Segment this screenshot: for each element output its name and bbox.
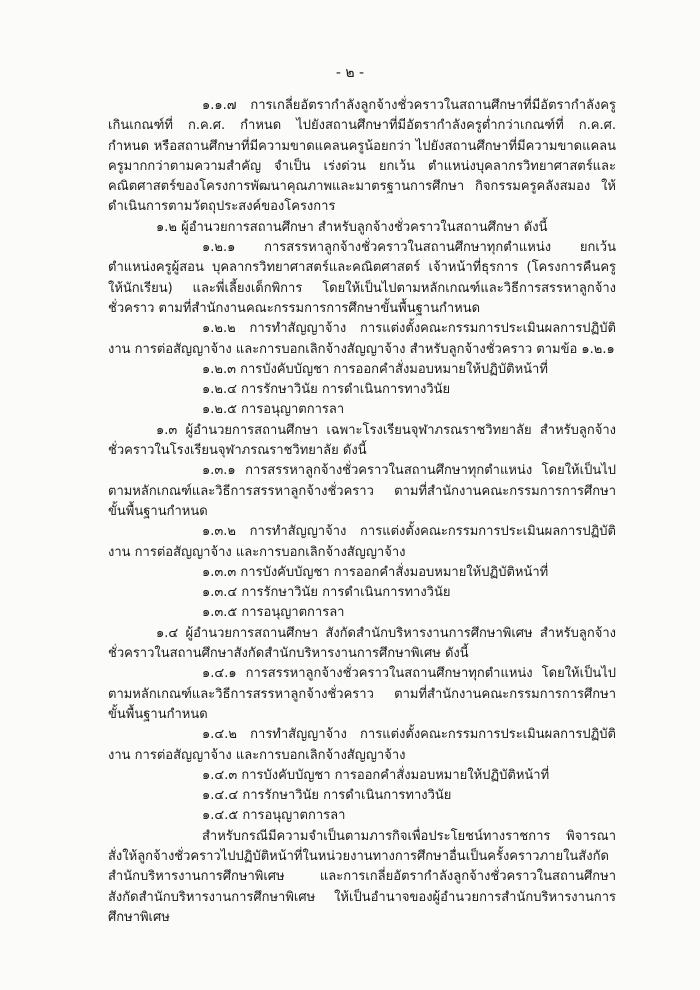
paragraph-p7: ๑.๒.๕ การอนุญาตการลา (202, 402, 345, 418)
paragraph-p8: ๑.๓ ผู้อำนวยการสถานศึกษา เฉพาะโรงเรียนจุฬาภรณราชวิทยาลัย สำหรับลูกจ้างชั่วคราวในโรงเรียนจุฬาภรณราชวิทยาลัย ดังนี้ (108, 422, 616, 459)
paragraph-p16: ๑.๔.๒ การทำสัญญาจ้าง การแต่งตั้งคณะกรรมการประเมินผลการปฏิบัติงาน การต่อสัญญาจ้าง และการบอกเลิกจ้างสัญญาจ้าง (108, 727, 616, 763)
paragraph-p5: ๑.๒.๓ การบังคับบัญชา การออกคำสั่งมอบหมายให้ปฏิบัติหน้าที่ (202, 361, 548, 377)
paragraph-p4: ๑.๒.๒ การทำสัญญาจ้าง การแต่งตั้งคณะกรรมการประเมินผลการปฏิบัติงาน การต่อสัญญาจ้าง และการบอกเลิกจ้างสัญญาจ้าง สำหรับลูกจ้างชั่วคราว ตามข้อ ๑.๒.๑ (108, 321, 616, 357)
paragraph-p13: ๑.๓.๕ การอนุญาตการลา (202, 605, 345, 621)
paragraph-p14: ๑.๔ ผู้อำนวยการสถานศึกษา สังกัดสำนักบริหารงานการศึกษาพิเศษ สำหรับลูกจ้างชั่วคราวในสถานศึกษาสังกัดสำนักบริหารงานการศึกษาพิเศษ ดังนี้ (108, 625, 616, 662)
document-body (108, 96, 616, 928)
paragraph-p10: ๑.๓.๒ การทำสัญญาจ้าง การแต่งตั้งคณะกรรมการประเมินผลการปฏิบัติงาน การต่อสัญญาจ้าง และการบอกเลิกจ้างสัญญาจ้าง (108, 524, 616, 560)
paragraph-p20: สำหรับกรณีมีความจำเป็นตามภารกิจเพื่อประโยชน์ทางราชการ พิจารณาสั่งให้ลูกจ้างชั่วคราวไปปฏิบัติหน้าที่ในหน่วยงานทางการศึกษาอื่นเป็นครั้งคราวภายในสังกัดสำนักบริหารงานการศึกษาพิเศษ และการเกลี่ยอัตรากำลังลูกจ้างชั่วคราวในสถานศึกษา สังกัดสำนักบริหารงานการศึกษาพิเศษ ให้เป็นอำนาจของผู้อำนวยการสำนักบริหารงานการศึกษาพิเศษ (108, 828, 616, 925)
paragraph-p12: ๑.๓.๔ การรักษาวินัย การดำเนินการทางวินัย (202, 585, 451, 601)
page-number: - ๒ - (335, 65, 365, 81)
paragraph-p19: ๑.๔.๕ การอนุญาตการลา (202, 808, 346, 824)
paragraph-p1: ๑.๑.๗ การเกลี่ยอัตรากำลังลูกจ้างชั่วคราวในสถานศึกษาที่มีอัตรากำลังครูเกินเกณฑ์ที่ ก.ค.ศ. กำหนด ไปยังสถานศึกษาที่มีอัตรากำลังครูต่ำกว่าเกณฑ์ที่ ก.ค.ศ. กำหนด หรือสถานศึกษาที่มีความขาดแคลนครูน้อยกว่า ไปยังสถานศึกษาที่มีความขาดแคลนครูมากกว่าตามความสำคัญ จำเป็น เร่งด่วน ยกเว้น ตำแหน่งบุคลากรวิทยาศาสตร์และคณิตศาสตร์ของโครงการพัฒนาคุณภาพและมาตรฐานการศึกษา กิจกรรมครูคลังสมอง ให้ดำเนินการตามวัตถุประสงค์ของโครงการ (108, 98, 616, 215)
paragraph-p17: ๑.๔.๓ การบังคับบัญชา การออกคำสั่งมอบหมายให้ปฏิบัติหน้าที่ (202, 767, 550, 783)
paragraph-p3: ๑.๒.๑ การสรรหาลูกจ้างชั่วคราวในสถานศึกษาทุกตำแหน่ง ยกเว้น ตำแหน่งครูผู้สอน บุคลากรวิทยาศาสตร์และคณิตศาสตร์ เจ้าหน้าที่ธุรการ (โครงการคืนครูให้นักเรียน) และพี่เลี้ยงเด็กพิการ โดยให้เป็นไปตามหลักเกณฑ์และวิธีการสรรหาลูกจ้างชั่วคราว ตามที่สำนักงานคณะกรรมการการศึกษาขั้นพื้นฐานกำหนด (108, 240, 616, 316)
paragraph-p18: ๑.๔.๔ การรักษาวินัย การดำเนินการทางวินัย (202, 788, 452, 804)
paragraph-p15: ๑.๔.๑ การสรรหาลูกจ้างชั่วคราวในสถานศึกษาทุกตำแหน่ง โดยให้เป็นไปตามหลักเกณฑ์และวิธีการสรรหาลูกจ้างชั่วคราว ตามที่สำนักงานคณะกรรมการการศึกษาขั้นพื้นฐานกำหนด (108, 666, 616, 722)
paragraph-p9: ๑.๓.๑ การสรรหาลูกจ้างชั่วคราวในสถานศึกษาทุกตำแหน่ง โดยให้เป็นไปตามหลักเกณฑ์และวิธีการสรรหาลูกจ้างชั่วคราว ตามที่สำนักงานคณะกรรมการการศึกษาขั้นพื้นฐานกำหนด (108, 463, 616, 519)
paragraph-p6: ๑.๒.๔ การรักษาวินัย การดำเนินการทางวินัย (202, 382, 451, 398)
paragraph-p11: ๑.๓.๓ การบังคับบัญชา การออกคำสั่งมอบหมายให้ปฏิบัติหน้าที่ (202, 564, 549, 580)
paragraph-p2: ๑.๒ ผู้อำนวยการสถานศึกษา สำหรับลูกจ้างชั่วคราวในสถานศึกษา ดังนี้ (156, 219, 548, 235)
